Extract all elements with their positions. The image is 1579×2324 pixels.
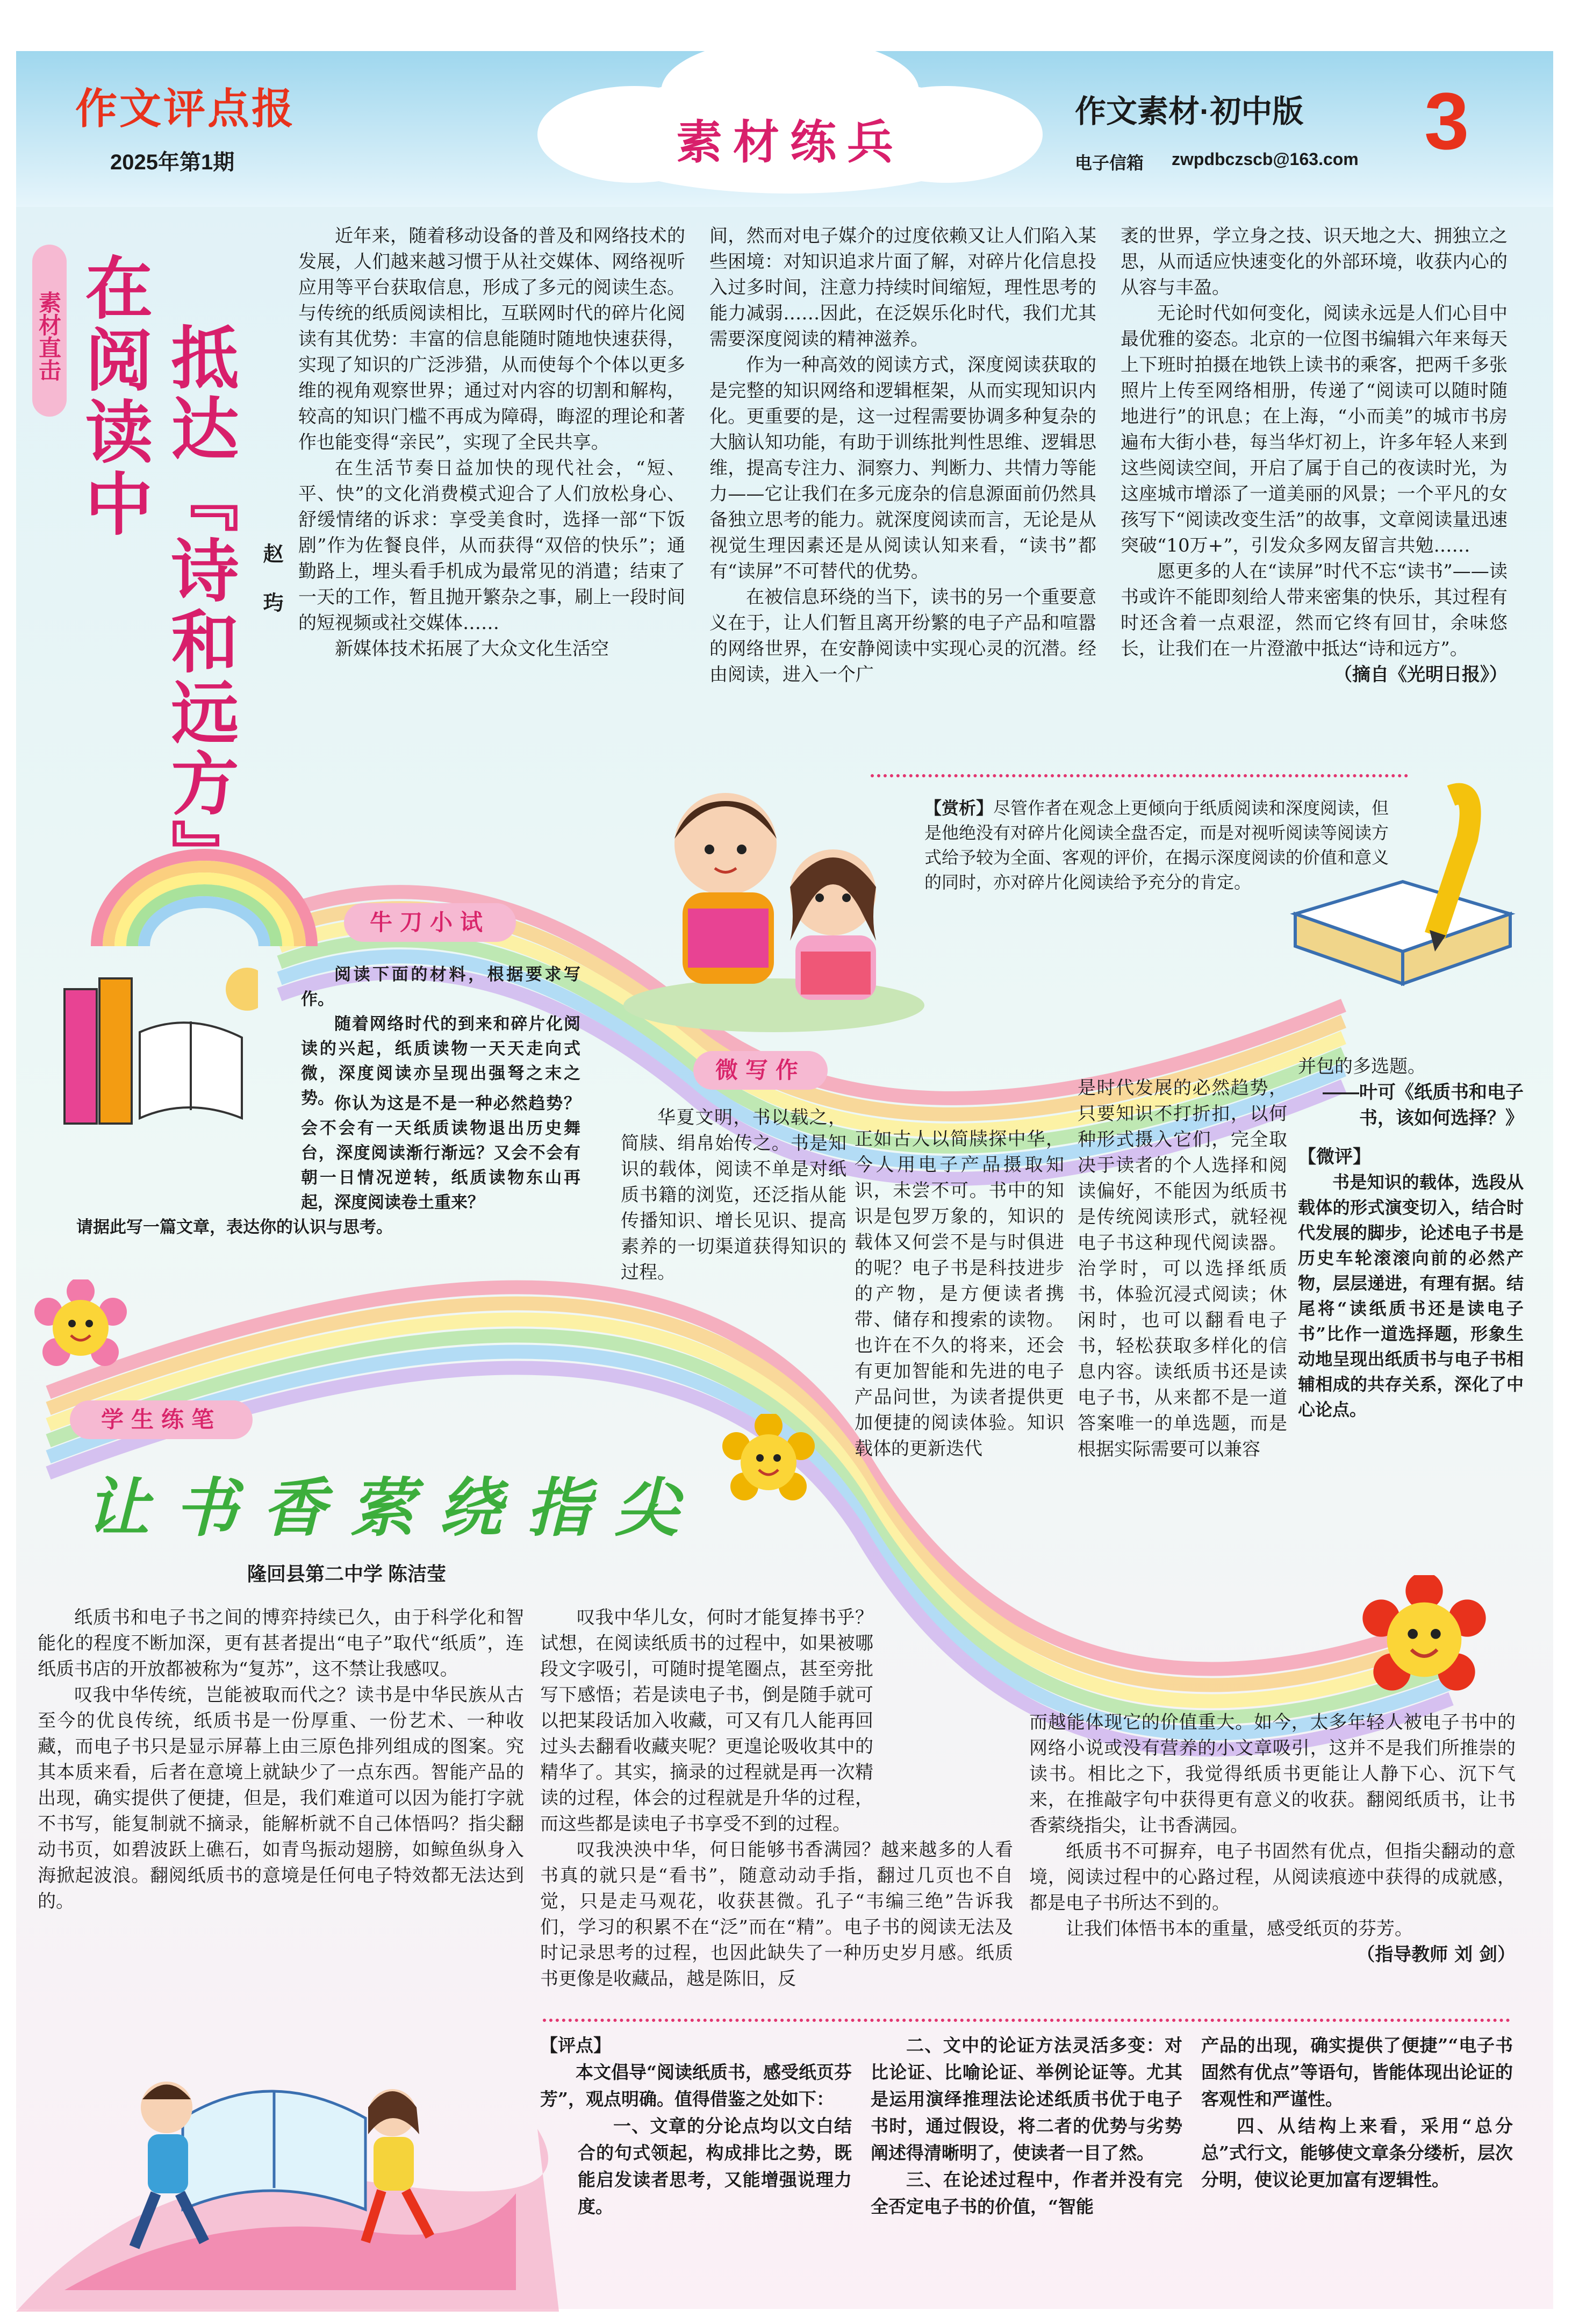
student-tag: 学生练笔 [70,1400,253,1439]
email-label: 电子信箱 [1075,153,1144,173]
review-paragraph: 产品的出现，确实提供了便捷”“电子书固然有优点”等语句，皆能体现出论证的客观性和严谨性。 [1201,2035,1513,2110]
children-reading-illustration [618,780,930,1032]
article-author: 赵 玙 [260,543,284,624]
micro-column-4 [1298,1054,1524,1422]
sun-flower-icon [32,1279,129,1376]
trial-paragraph: 请据此写一篇文章，表达你的认识与思考。 [76,1218,393,1237]
dotted-divider [543,2019,1510,2022]
article-column-3 [1121,223,1508,688]
edition-label: 作文素材·初中版 [1075,94,1304,129]
paragraph: 新媒体技术拓展了大众文化生活空 [335,638,609,660]
student-paragraph: 叹我泱泱中华，何日能够书香满园？越来越多的人看书真的就只是“看书”，随意动动手指，翻过几页也不自觉，只是走马观花，收获甚微。孔子“韦编三绝”告诉我们，学习的积累不在“泛”而在“精”。电子书的阅读无法及时记录思考的过程，也因此缺失了一种历史岁月感。纸质书更像是收藏品，越是陈旧，反 [540,1839,1013,1990]
article-title-part2: 抵达『诗和远方』 [162,323,238,890]
review-column-1 [540,2032,852,2220]
micro-column-3 [1078,1075,1287,1462]
student-paragraph: 纸质书不可摒弃，电子书固然有优点，但指尖翻动的意境，阅读过程中的心路过程，从阅读痕迹中获得的成就感，都是电子书所达不到的。 [1029,1841,1516,1914]
micro-paragraph: 是时代发展的必然趋势，只要知识不打折扣，以何种形式摄入它们，完全取决于读者的个人选择和阅读偏好，不能因为纸质书是传统阅读形式，就轻视电子书这种现代阅读器。治学时，可以选择纸质书，体验沉浸式阅读；休闲时，也可以翻看电子书，轻松获取多样化的信息内容。读纸质书还是读电子书，从来都不是一道答案唯一的单选题，而是根据实际需要可以兼容 [1078,1077,1287,1460]
micro-byline: ——叶可《纸质书和电子书，该如何选择？》 [1323,1082,1524,1128]
micro-paragraph: 正如古人以简牍探中华，今人用电子产品摄取知识，未尝不可。书中的知识是包罗万象的，知识的载体又何尝不是与时俱进的呢？电子书是科技进步的产物，是方便读者携带、储存和搜索的读物。也许在不久的将来，还会有更加智能和先进的电子产品问世，为读者提供更加便捷的阅读体验。知识载体的更新迭代 [855,1128,1064,1460]
trial-prompt-wide [43,1091,580,1240]
teacher-credit: （指导教师 刘 剑） [1356,1944,1516,1965]
student-paragraph: 叹我中华儿女，何时才能复捧书乎？试想，在阅读纸质书的过程中，如果被哪段文字吸引，可随时提笔圈点，甚至旁批写下感悟；若是读电子书，倒是随手就可以把某段话加入收藏，可又有几人能再回过头去翻看收藏夹呢？更遑论吸收其中的精华了。其实，摘录的过程就是再一次精读的过程，体会的过程就是升华的过程，而这些都是读电子书享受不到的过程。 [540,1607,873,1835]
book-and-pen-illustration [1274,774,1532,1000]
review-label: 【评点】 [540,2035,611,2056]
trial-paragraph: 随着网络时代的到来和碎片化阅读的兴起，纸质读物一天天走向式微，深度阅读亦呈现出强弩之末之势。 [301,1014,580,1108]
trial-tag: 牛刀小试 [344,903,516,942]
running-kids-illustration [43,2032,527,2301]
paragraph: 间，然而对电子媒介的过度依赖又让人们陷入某些困境：对知识追求片面了解，对碎片化信息投入过多时间，注意力持续时间缩短，理性思考的能力减弱……因此，在泛娱乐化时代，我们尤其需要深度阅读的精神滋养。 [709,225,1096,350]
page-number: 3 [1424,76,1469,166]
review-column-2 [871,2032,1182,2220]
micro-comment-label: 【微评】 [1298,1146,1371,1168]
student-paragraph: 而越能体现它的价值重大。如今，太多年轻人被电子书中的网络小说或没有营养的小文章吸引，这并不是我们所推崇的读书。相比之下，我觉得纸质书更能让人静下心、沉下气来，在推敲字句中获得更有意义的收获。翻阅纸质书，让书香萦绕指尖，让书香满园。 [1029,1712,1516,1836]
paragraph: 袤的世界，学立身之技、识天地之大、拥独立之思，从而适应快速变化的外部环境，收获内心的从容与丰盈。 [1121,225,1508,298]
article-source: （摘自《光明日报》） [1334,664,1508,685]
student-column-2 [540,1605,1013,1992]
article-column-1 [298,223,685,662]
student-essay-title: 让书香萦绕指尖 [86,1473,704,1544]
student-author: 隆回县第二中学 陈洁莹 [247,1563,447,1585]
micro-paragraph: 并包的多选题。 [1298,1056,1426,1077]
sun-flower-icon [720,1414,817,1511]
paragraph: 近年来，随着移动设备的普及和网络技术的发展，人们越来越习惯于从社交媒体、网络视听应用等平台获取信息，形成了多元的阅读生态。与传统的纸质阅读相比，互联网时代的碎片化阅读有其优势：丰富的信息能随时随地快速获得，实现了知识的广泛涉猎，从而使每个个体以更多维的视角观察世界；通过对内容的切割和解构，较高的知识门槛不再成为障碍，晦涩的理论和著作也能变得“亲民”，实现了全民共享。 [298,225,685,453]
paragraph: 无论时代如何变化，阅读永远是人们心目中最优雅的姿态。北京的一位图书编辑六年来每天上下班时拍摄在地铁上读书的乘客，把两千多张照片上传至网络相册，传递了“阅读可以随时随地进行”的讯息；在上海，“小而美”的城市书房遍布大街小巷，每当华灯初上，许多年轻人来到这些阅读空间，开启了属于自己的夜读时光，为这座城市增添了一道美丽的风景；一个平凡的女孩写下“阅读改变生活”的故事，文章阅读量迅速突破“10万+”，引发众多网友留言共勉…… [1121,303,1508,556]
review-column-3 [1201,2032,1513,2193]
student-paragraph: 叹我中华传统，岂能被取而代之？读书是中华民族从古至今的优良传统，纸质书是一份厚重、一份艺术、一种收藏，而电子书只是显示屏幕上由三原色排列组成的图案。究其本质来看，后者在意境上就缺少了一点东西。智能产品的出现，确实提供了便捷，但是，我们难道可以因为能打字就不书写，能复制就不摘录，能解析就不自己体悟吗？指尖翻动书页，如碧波跃上礁石，如青鸟振动翅膀，如鲸鱼纵身入海掀起波浪。翻阅纸质书的意境是任何电子特效都无法达到的。 [38,1684,524,1912]
paragraph: 在被信息环绕的当下，读书的另一个重要意义在于，让人们暂且离开纷繁的电子产品和喧嚣的网络世界，在安静阅读中实现心灵的沉潜。经由阅读，进入一个广 [709,587,1096,685]
student-column-1 [38,1605,524,1914]
student-column-3 [1029,1710,1516,1968]
paragraph: 愿更多的人在“读屏”时代不忘“读书”——读书或许不能即刻给人带来密集的快乐，其过程有时还含着一点艰涩，然而它终有回甘，余味悠长，让我们在一片澄澈中抵达“诗和远方”。 [1121,561,1508,660]
micro-column-2 [855,1126,1064,1462]
article-title-part1: 在阅读中 [76,253,152,541]
paper-name: 作文评点报 [75,85,296,132]
appreciation-label: 【赏析】 [924,798,994,818]
review-paragraph: 本文倡导“阅读纸质书，感受纸页芬芳”，观点明确。值得借鉴之处如下： [540,2062,852,2110]
appreciation-text: 尽管作者在观念上更倾向于纸质阅读和深度阅读，但是他绝没有对碎片化阅读全盘否定，而是对视听阅读等阅读方式给予较为全面、客观的评价，在揭示深度阅读的价值和意义的同时，亦对碎片化阅读给予充分的肯定。 [924,798,1389,892]
trial-paragraph: 你认为这是不是一种必然趋势？会不会有一天纸质读物退出历史舞台，深度阅读渐行渐远？又会不会有朝一日情况逆转，纸质读物东山再起，深度阅读卷土重来？ [301,1094,580,1212]
trial-prompt [301,962,580,1111]
micro-paragraph: 华夏文明，书以载之，简牍、绢帛始传之。书是知识的载体，阅读不单是对纸质书籍的浏览，还泛指从能传播知识、增长见识、提高素养的一切渠道获得知识的过程。 [621,1107,846,1283]
student-paragraph: 纸质书和电子书之间的博弈持续已久，由于科学化和智能化的程度不断加深，更有甚者提出“电子”取代“纸质”，连纸质书店的开放都被称为“复苏”，这不禁让我感叹。 [38,1607,524,1680]
review-paragraph: 二、文中的论证方法灵活多变：对比论证、比喻论证、举例论证等。尤其是运用演绎推理法论述纸质书优于电子书时，通过假设，将二者的优势与劣势阐述得清晰明了，使读者一目了然。 [871,2035,1182,2163]
review-paragraph: 一、文章的分论点均以文白结合的句式领起，构成排比之势，既能启发读者思考，又能增强说理力度。 [578,2115,852,2217]
review-paragraph: 三、在论述过程中，作者并没有完全否定电子书的价值，“智能 [871,2169,1182,2217]
paragraph: 在生活节奏日益加快的现代社会，“短、平、快”的文化消费模式迎合了人们放松身心、舒缓情绪的诉求：享受美食时，选择一部“下饭剧”作为佐餐良伴，从而获得“双倍的快乐”；通勤路上，埋头看手机成为最常见的消遣；结束了一天的工作，暂且抛开繁杂之事，刷上一段时间的短视频或社交媒体…… [298,457,685,634]
review-paragraph: 四、从结构上来看，采用“总分总”式行文，能够使文章条分缕析，层次分明，使议论更加富有逻辑性。 [1201,2115,1513,2190]
section-title: 素材练兵 [676,117,904,168]
micro-tag: 微写作 [693,1051,828,1090]
trial-paragraph: 阅读下面的材料，根据要求写作。 [301,965,580,1009]
student-paragraph: 让我们体悟书本的重量，感受纸页的芬芳。 [1066,1918,1413,1940]
micro-comment: 书是知识的载体，选段从载体的形式演变切入，结合时代发展的脚步，论述电子书是历史车轮滚滚向前的必然产物，层层递进，有理有据。结尾将“读纸质书还是读电子书”比作一道选择题，形象生动地呈现出纸质书与电子书相辅相成的共存关系，深化了中心论点。 [1298,1172,1524,1420]
article-tag: 素材直击 [32,245,67,417]
issue-number: 2025年第1期 [110,151,235,174]
article-column-2 [709,223,1096,688]
sun-flower-icon [1360,1575,1489,1704]
paragraph: 作为一种高效的阅读方式，深度阅读获取的是完整的知识网络和逻辑框架，从而实现知识内化。更重要的是，这一过程需要协调多种复杂的大脑认知功能，有助于训练批判性思维、逻辑思维，提高专注力、洞察力、判断力、共情力等能力——它让我们在多元庞杂的信息源面前仍然具备独立思考的能力。就深度阅读而言，无论是从视觉生理因素还是从阅读认知来看，“读书”都有“读屏”不可替代的优势。 [709,354,1096,582]
micro-column-1 [621,1105,846,1285]
email-address[interactable]: zwpdbczscb@163.com [1172,149,1359,169]
